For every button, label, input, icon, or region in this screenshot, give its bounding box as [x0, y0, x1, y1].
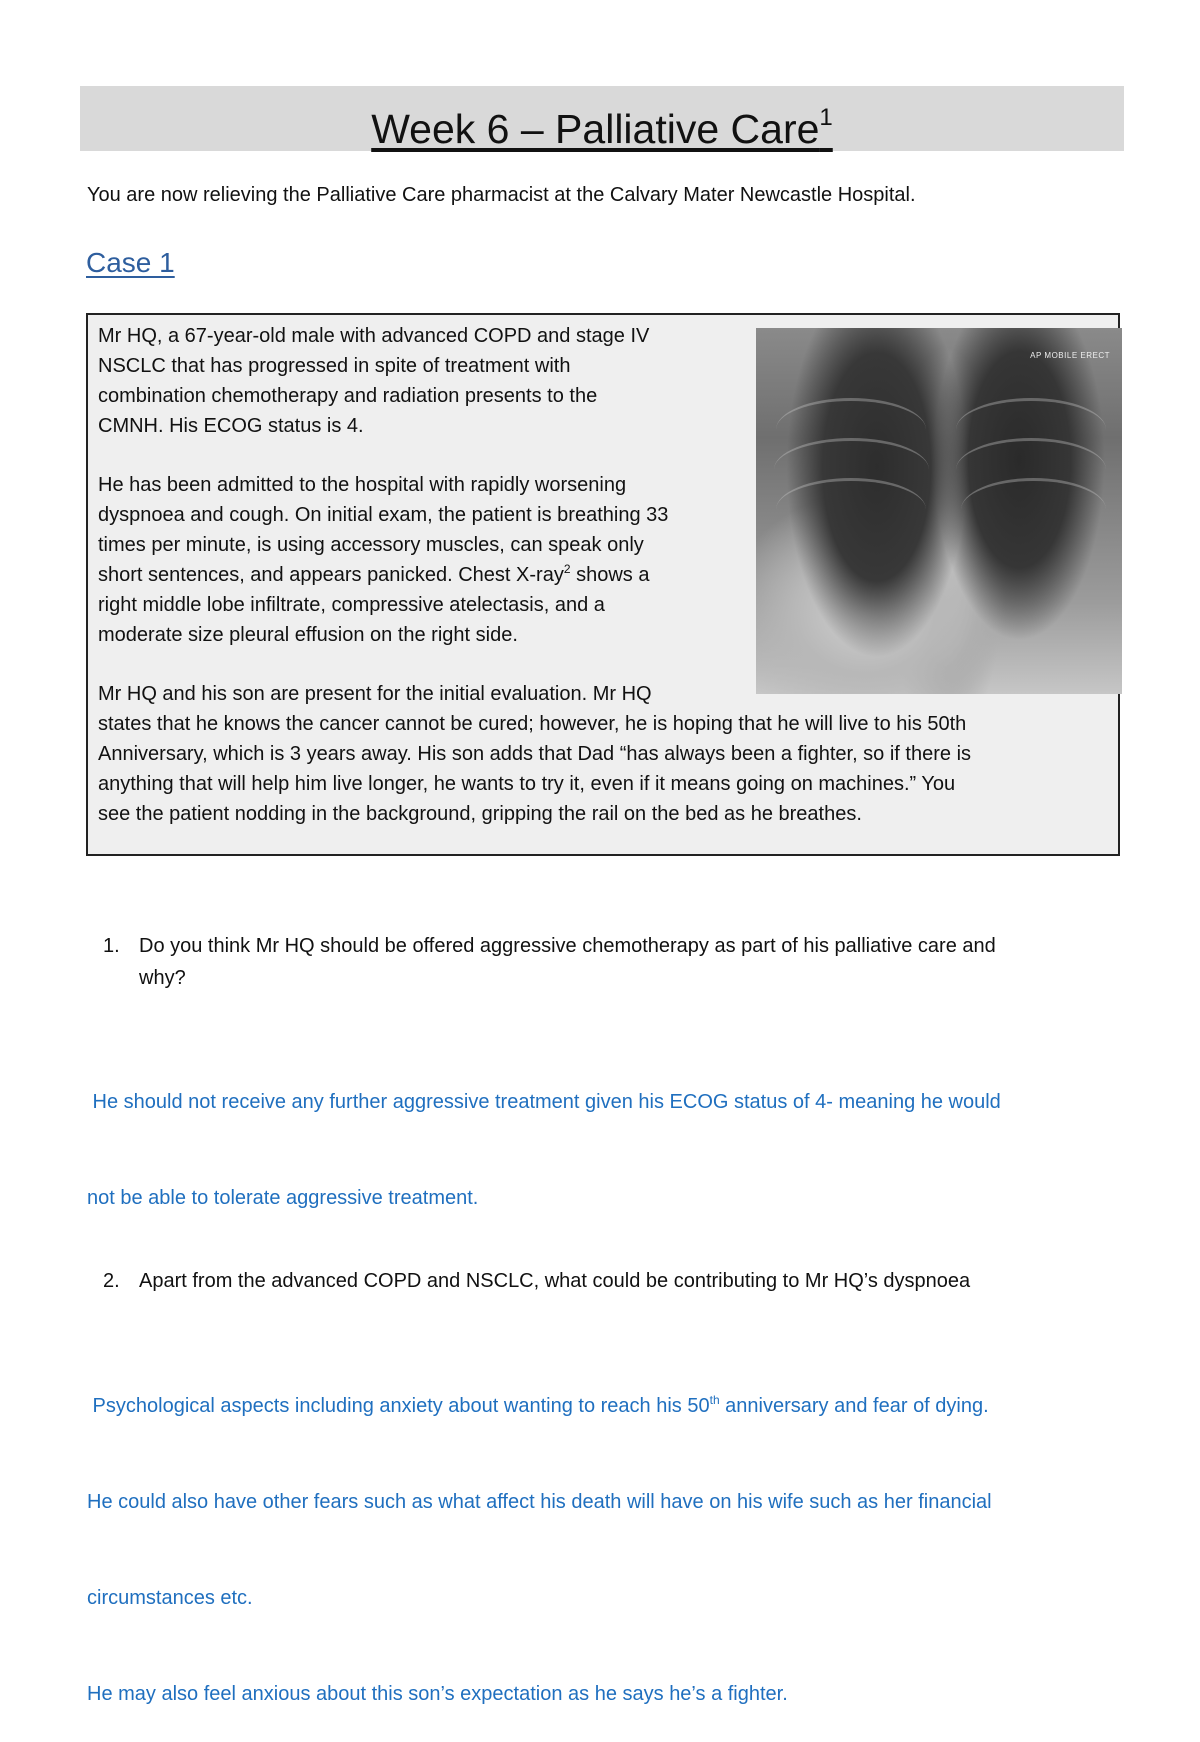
case-line: right middle lobe infiltrate, compressive atelectasis, and a [98, 594, 605, 616]
case-box [86, 313, 1120, 856]
case-line: Mr HQ and his son are present for the initial evaluation. Mr HQ [98, 683, 652, 705]
answer-line: He may also feel anxious about this son’s expectation as he says he’s a fighter. [87, 1683, 788, 1705]
case-line: combination chemotherapy and radiation presents to the [98, 385, 598, 407]
answer-line: He could also have other fears such as what affect his death will have on his wife such as her financial [87, 1491, 992, 1513]
case-paragraph-3 [98, 679, 971, 829]
xray-footnote: 2 [563, 562, 571, 576]
question-2 [103, 1265, 1103, 1299]
xray-label: AP MOBILE ERECT [1030, 351, 1110, 360]
question-number: 2. [103, 1270, 120, 1292]
case-line-text: short sentences, and appears panicked. Chest X-ray [98, 564, 564, 586]
answer-line: not be able to tolerate aggressive treatment. [87, 1187, 479, 1209]
answer-2 [87, 1326, 992, 1742]
ordinal-suffix: th [709, 1393, 720, 1407]
page-title [371, 94, 833, 153]
case-line: NSCLC that has progressed in spite of treatment with [98, 355, 571, 377]
answer-1 [87, 1022, 1001, 1246]
case-line [98, 560, 668, 590]
case-line: CMNH. His ECOG status is 4. [98, 415, 364, 437]
answer-text: Psychological aspects including anxiety about wanting to reach his 50 [87, 1395, 710, 1417]
case-line: anything that will help him live longer, he wants to try it, even if it means going on machines.” You [98, 773, 956, 795]
case-line: times per minute, is using accessory muscles, can speak only [98, 534, 644, 556]
case-heading: Case 1 [86, 247, 175, 278]
answer-text: anniversary and fear of dying. [719, 1395, 989, 1417]
title-bar [80, 86, 1124, 151]
case-line-text: shows a [570, 564, 650, 586]
intro-text: You are now relieving the Palliative Care pharmacist at the Calvary Mater Newcastle Hospital. [87, 184, 916, 206]
case-line: Anniversary, which is 3 years away. His son adds that Dad “has always been a fighter, so if there is [98, 743, 972, 765]
question-text [139, 1265, 970, 1297]
case-line: He has been admitted to the hospital with rapidly worsening [98, 474, 627, 496]
answer-line: circumstances etc. [87, 1587, 253, 1609]
answer-line [87, 1390, 992, 1422]
case-paragraph-2 [98, 470, 668, 650]
question-number: 1. [103, 935, 120, 957]
title-footnote: 1 [819, 104, 833, 131]
page-title-text: Week 6 – Palliative Care [371, 106, 820, 152]
case-line: Mr HQ, a 67-year-old male with advanced COPD and stage IV [98, 325, 650, 347]
question-1 [103, 930, 1103, 1000]
question-line: why? [139, 967, 186, 989]
chest-xray-image [756, 328, 1122, 694]
case-line: dyspnoea and cough. On initial exam, the patient is breathing 33 [98, 504, 669, 526]
case-paragraph-1 [98, 321, 649, 441]
case-line: moderate size pleural effusion on the right side. [98, 624, 518, 646]
case-line: see the patient nodding in the background, gripping the rail on the bed as he breathes. [98, 803, 862, 825]
question-line: Apart from the advanced COPD and NSCLC, what could be contributing to Mr HQ’s dyspnoea [139, 1270, 971, 1292]
case-line: states that he knows the cancer cannot be cured; however, he is hoping that he will live to his 50th [98, 713, 967, 735]
question-line: Do you think Mr HQ should be offered aggressive chemotherapy as part of his palliative care and [139, 935, 996, 957]
question-text [139, 930, 996, 994]
answer-line: He should not receive any further aggressive treatment given his ECOG status of 4- meaning he would [87, 1091, 1001, 1113]
